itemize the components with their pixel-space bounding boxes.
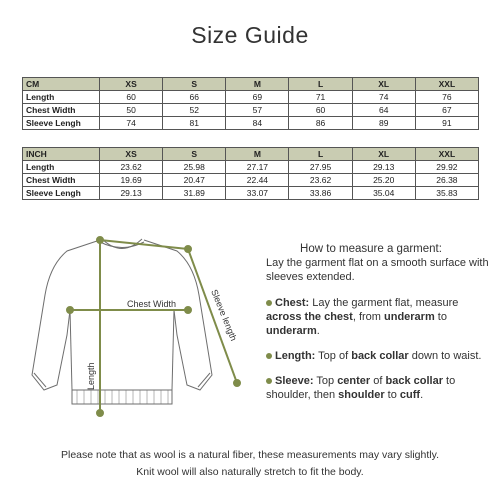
inch-size-table	[22, 147, 479, 200]
instruction-emphasis: cuff	[399, 389, 421, 401]
instruction-emphasis: center	[337, 375, 371, 387]
size-header: XS	[100, 78, 163, 91]
footnote-line: Please note that as wool is a natural fiber, these measurements may vary slightly.	[61, 449, 439, 461]
page-title: Size Guide	[191, 22, 309, 48]
measure-point	[97, 410, 103, 416]
table-cell: 86	[289, 117, 352, 130]
table-cell: 26.38	[415, 174, 478, 187]
table-row	[23, 187, 479, 200]
sweater-outline	[32, 239, 212, 404]
table-cell: 81	[163, 117, 226, 130]
row-label: Sleeve Lengh	[23, 187, 100, 200]
instruction-emphasis: shoulder	[338, 389, 385, 401]
table-header-row	[23, 148, 479, 161]
size-header: M	[226, 78, 289, 91]
instruction-text: to	[434, 311, 447, 323]
chest-instruction-label: Chest:	[275, 297, 310, 309]
instruction-text: , from	[352, 311, 384, 323]
instruction-text: .	[420, 389, 424, 401]
table-cell: 29.13	[352, 161, 415, 174]
instruction-text: to shoulder, then	[266, 375, 456, 401]
instructions-subtitle: Lay the garment flat on a smooth surface with sleeves extended.	[266, 257, 489, 283]
table-row	[23, 104, 479, 117]
row-label: Sleeve Lengh	[23, 117, 100, 130]
unit-header: CM	[23, 78, 100, 91]
instruction-emphasis: back collar	[385, 375, 443, 387]
chest-width-label: Chest Width	[127, 299, 177, 309]
table-cell: 91	[415, 117, 478, 130]
table-header-row	[23, 78, 479, 91]
table-cell: 64	[352, 104, 415, 117]
instruction-emphasis: back collar	[351, 350, 409, 362]
instruction-text: Lay the garment flat, measure	[309, 297, 459, 309]
sweater-illustration	[12, 225, 262, 425]
instruction-emphasis: across the chest	[266, 311, 353, 323]
table-cell: 76	[415, 91, 478, 104]
sweater-diagram	[12, 225, 262, 430]
instruction-text: of	[370, 375, 386, 387]
size-header: XXL	[415, 148, 478, 161]
table-cell: 35.04	[352, 187, 415, 200]
table-cell: 52	[163, 104, 226, 117]
table-cell: 23.62	[289, 174, 352, 187]
table-cell: 69	[226, 91, 289, 104]
table-cell: 23.62	[100, 161, 163, 174]
table-cell: 67	[415, 104, 478, 117]
measure-point	[67, 307, 73, 313]
row-label: Length	[23, 161, 100, 174]
instruction-emphasis: underarm	[384, 311, 435, 323]
length-instruction	[266, 349, 496, 363]
chest-instruction	[266, 296, 496, 338]
cm-size-table	[22, 77, 479, 130]
table-cell: 66	[163, 91, 226, 104]
row-label: Chest Width	[23, 104, 100, 117]
row-label: Chest Width	[23, 174, 100, 187]
length-instruction-label: Length:	[275, 350, 316, 362]
table-cell: 29.13	[100, 187, 163, 200]
measure-point	[234, 380, 240, 386]
table-cell: 89	[352, 117, 415, 130]
size-header: XS	[100, 148, 163, 161]
size-header: S	[163, 148, 226, 161]
instruction-text: to	[384, 389, 400, 401]
sleeve-instruction-label: Sleeve:	[275, 375, 314, 387]
table-cell: 57	[226, 104, 289, 117]
table-cell: 84	[226, 117, 289, 130]
size-header: L	[289, 148, 352, 161]
table-cell: 22.44	[226, 174, 289, 187]
instruction-emphasis: underarm	[266, 325, 317, 337]
size-header: XXL	[415, 78, 478, 91]
table-cell: 27.17	[226, 161, 289, 174]
row-label: Length	[23, 91, 100, 104]
bullet-dot-icon	[266, 378, 272, 384]
table-cell: 25.98	[163, 161, 226, 174]
instruction-text: down to waist.	[408, 350, 482, 362]
table-cell: 25.20	[352, 174, 415, 187]
table-row	[23, 174, 479, 187]
sleeve-length-label: Sleeve length	[209, 288, 239, 343]
table-cell: 71	[289, 91, 352, 104]
table-cell: 74	[352, 91, 415, 104]
table-cell: 20.47	[163, 174, 226, 187]
bullet-dot-icon	[266, 300, 272, 306]
size-header: M	[226, 148, 289, 161]
size-header: XL	[352, 78, 415, 91]
table-cell: 31.89	[163, 187, 226, 200]
size-header: L	[289, 78, 352, 91]
footnote	[0, 447, 500, 481]
table-cell: 50	[100, 104, 163, 117]
table-cell: 29.92	[415, 161, 478, 174]
table-cell: 60	[289, 104, 352, 117]
table-cell: 33.86	[289, 187, 352, 200]
measuring-instructions	[266, 242, 496, 413]
table-cell: 33.07	[226, 187, 289, 200]
table-row	[23, 117, 479, 130]
unit-header: INCH	[23, 148, 100, 161]
bullet-dot-icon	[266, 353, 272, 359]
footnote-line: Knit wool will also naturally stretch to fit the body.	[136, 466, 364, 478]
table-row	[23, 91, 479, 104]
instructions-title: How to measure a garment:	[300, 243, 442, 255]
table-cell: 60	[100, 91, 163, 104]
table-cell: 27.95	[289, 161, 352, 174]
instruction-text: Top	[313, 375, 338, 387]
instruction-text: Top of	[315, 350, 352, 362]
table-row	[23, 161, 479, 174]
table-cell: 35.83	[415, 187, 478, 200]
measure-point	[185, 307, 191, 313]
length-label: Length	[86, 362, 96, 390]
size-header: XL	[352, 148, 415, 161]
sleeve-instruction	[266, 374, 496, 402]
measure-point	[97, 237, 103, 243]
instruction-text: .	[316, 325, 320, 337]
size-header: S	[163, 78, 226, 91]
measure-point	[185, 246, 191, 252]
table-cell: 19.69	[100, 174, 163, 187]
table-cell: 74	[100, 117, 163, 130]
shoulder-measure-line	[100, 240, 188, 249]
